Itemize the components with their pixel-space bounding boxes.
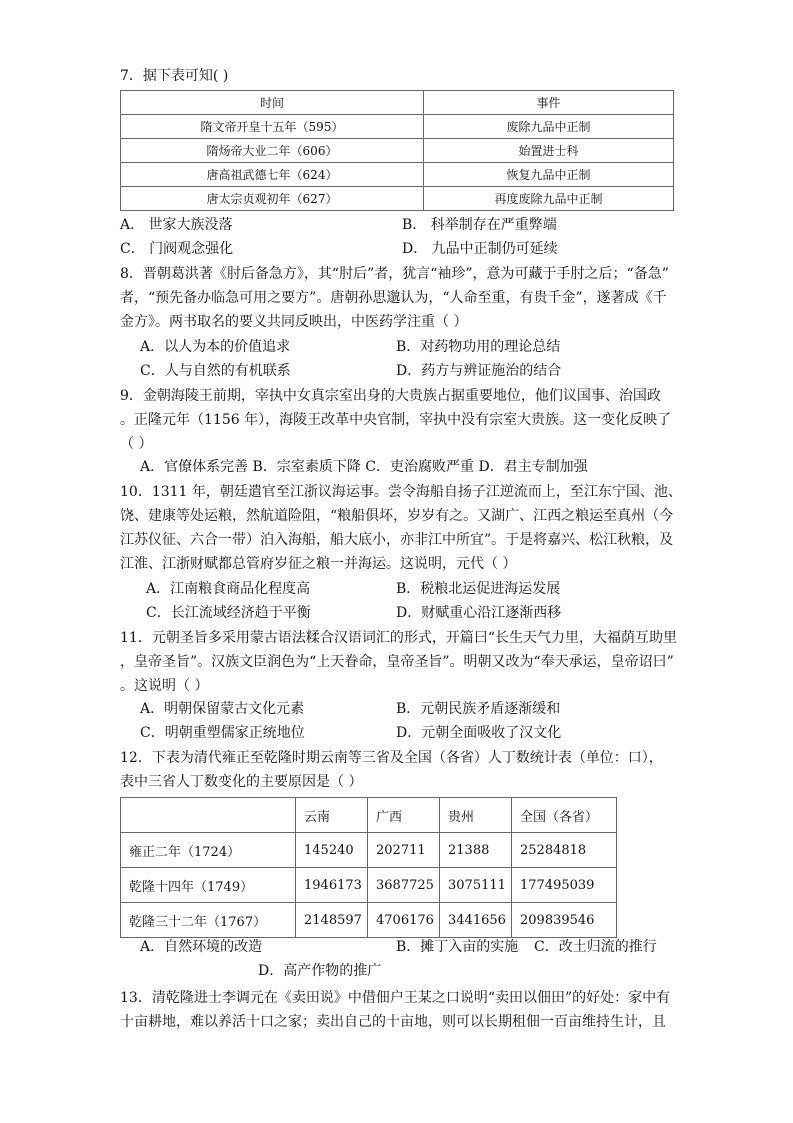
table-cell: 废除九品中正制 (424, 115, 674, 139)
q8-line-2: 者，“预先备办临急可用之要方”。唐朝孙思邈认为，“人命至重，有贵千金”，遂著成《千 (120, 290, 667, 306)
table-cell: 唐太宗贞观初年（627） (121, 187, 424, 211)
q10-line-2: 饶、建康等处运粮，然航道险阻，“粮船俱坏，岁岁有之。又湖广、江西之粮运至真州（今 (120, 508, 674, 524)
q10-option-b: B．税粮北运促进海运发展 (396, 581, 561, 597)
q8-option-d: D．药方与辨证施治的结合 (396, 363, 562, 379)
table-cell: 乾隆十四年（1749） (121, 868, 296, 903)
table-cell: 21388 (440, 833, 512, 868)
q7-table (120, 90, 674, 211)
q7-stem: 7．据下表可知( ) (120, 68, 229, 84)
table-header: 全国（各省） (512, 798, 617, 833)
q7-option-d: D． 九品中正制仍可延续 (402, 241, 558, 257)
table-header: 云南 (296, 798, 368, 833)
q8-option-c: C．人与自然的有机联系 (140, 363, 291, 379)
q11-option-b: B．元朝民族矛盾逐渐缓和 (396, 701, 561, 717)
q9-options: A．官僚体系完善 B．宗室素质下降 C．吏治腐败严重 D．君主专制加强 (140, 459, 588, 475)
q7-option-c: C． 门阀观念强化 (120, 241, 234, 257)
q7-option-b: B． 科举制存在严重弊端 (402, 217, 557, 233)
q10-option-a: A．江南粮食商品化程度高 (146, 581, 311, 597)
q8-line-3: 金方》。两书取名的要义共同反映出，中医药学注重（ ） (120, 314, 468, 330)
table-cell: 1946173 (296, 868, 368, 903)
table-cell: 雍正二年（1724） (121, 833, 296, 868)
q8-option-b: B．对药物功用的理论总结 (396, 339, 561, 355)
q12-table (120, 797, 617, 938)
q10-line-3: 江苏仪征、六合一带）泊入海船，船大底小，亦非江中所宜”。于是将嘉兴、松江秋粮，及 (120, 532, 674, 548)
q12-option-b: B．摊丁入亩的实施 (396, 939, 519, 955)
table-cell: 209839546 (512, 903, 617, 938)
q11-option-c: C．明朝重塑儒家正统地位 (140, 725, 305, 741)
q11-option-d: D．元朝全面吸收了汉文化 (396, 725, 562, 741)
table-cell: 唐高祖武德七年（624） (121, 163, 424, 187)
table-cell: 202711 (368, 833, 440, 868)
table-header: 时间 (121, 91, 424, 115)
q9-line-1: 9．金朝海陵王前期，宰执中女真宗室出身的大贵族占据重要地位，他们议国事、治国政 (120, 388, 661, 404)
table-header (121, 798, 296, 833)
q12-option-d: D．高产作物的推广 (258, 963, 382, 979)
table-header: 贵州 (440, 798, 512, 833)
table-row (121, 903, 617, 938)
table-cell: 3687725 (368, 868, 440, 903)
table-cell: 177495039 (512, 868, 617, 903)
table-cell: 3075111 (440, 868, 512, 903)
q10-line-4: 江淮、江浙财赋都总管府岁征之粮一并海运。这说明，元代（ ） (120, 556, 517, 572)
q10-line-1: 10．1311 年，朝廷遣官至江浙议海运事。尝令海船自扬子江逆流而上，至江东宁国、池、 (120, 484, 682, 500)
table-cell: 2148597 (296, 903, 368, 938)
q10-option-c: C．长江流域经济趋于平衡 (146, 605, 311, 621)
table-row (121, 187, 674, 211)
table-row (121, 163, 674, 187)
q9-line-3: （ ） (120, 436, 153, 452)
table-cell: 乾隆三十二年（1767） (121, 903, 296, 938)
q11-line-3: 。这说明（ ） (120, 678, 209, 694)
q10-option-d: D．财赋重心沿江逐渐西移 (396, 605, 562, 621)
q13-line-2: 十亩耕地，难以养活十口之家；卖出自己的十亩地，则可以长期租佃一百亩维持生计，且 (120, 1014, 666, 1030)
table-row (121, 868, 617, 903)
table-row (121, 833, 617, 868)
table-header: 事件 (424, 91, 674, 115)
table-cell: 恢复九品中正制 (424, 163, 674, 187)
q11-option-a: A．明朝保留蒙古文化元素 (140, 701, 305, 717)
q12-line-2: 表中三省人丁数变化的主要原因是（ ） (120, 774, 363, 790)
table-cell: 隋炀帝大业二年（606） (121, 139, 424, 163)
q8-option-a: A．以人为本的价值追求 (140, 339, 291, 355)
q9-line-2: 。正隆元年（1156 年），海陵王改革中央官制，宰执中没有宗室大贵族。这一变化反映了 (120, 412, 672, 428)
table-row (121, 139, 674, 163)
table-row (121, 115, 674, 139)
table-cell: 隋文帝开皇十五年（595） (121, 115, 424, 139)
q12-line-1: 12．下表为清代雍正至乾隆时期云南等三省及全国（各省）人丁数统计表（单位：口）， (120, 750, 663, 766)
table-row (121, 798, 617, 833)
table-cell: 145240 (296, 833, 368, 868)
q7-option-a: A． 世家大族没落 (120, 217, 233, 233)
table-header: 广西 (368, 798, 440, 833)
q11-line-1: 11．元朝圣旨多采用蒙古语法糅合汉语词汇的形式，开篇曰“长生天气力里，大福荫互助里 (120, 630, 677, 646)
table-row (121, 91, 674, 115)
q8-line-1: 8．晋朝葛洪著《肘后备急方》，其“肘后”者，犹言“袖珍”，意为可藏于手肘之后；“备急” (120, 266, 669, 282)
table-cell: 3441656 (440, 903, 512, 938)
table-cell: 再度废除九品中正制 (424, 187, 674, 211)
q11-line-2: ，皇帝圣旨”。汉族文臣润色为“上天眷命，皇帝圣旨”。明朝又改为“奉天承运，皇帝诏曰” (120, 654, 674, 670)
table-cell: 4706176 (368, 903, 440, 938)
q13-line-1: 13．清乾隆进士李调元在《卖田说》中借佃户王某之口说明“卖田以佃田”的好处：家中有 (120, 990, 671, 1006)
q12-option-a: A．自然环境的改造 (140, 939, 263, 955)
table-cell: 始置进士科 (424, 139, 674, 163)
table-cell: 25284818 (512, 833, 617, 868)
q12-option-c: C．改土归流的推行 (534, 939, 657, 955)
